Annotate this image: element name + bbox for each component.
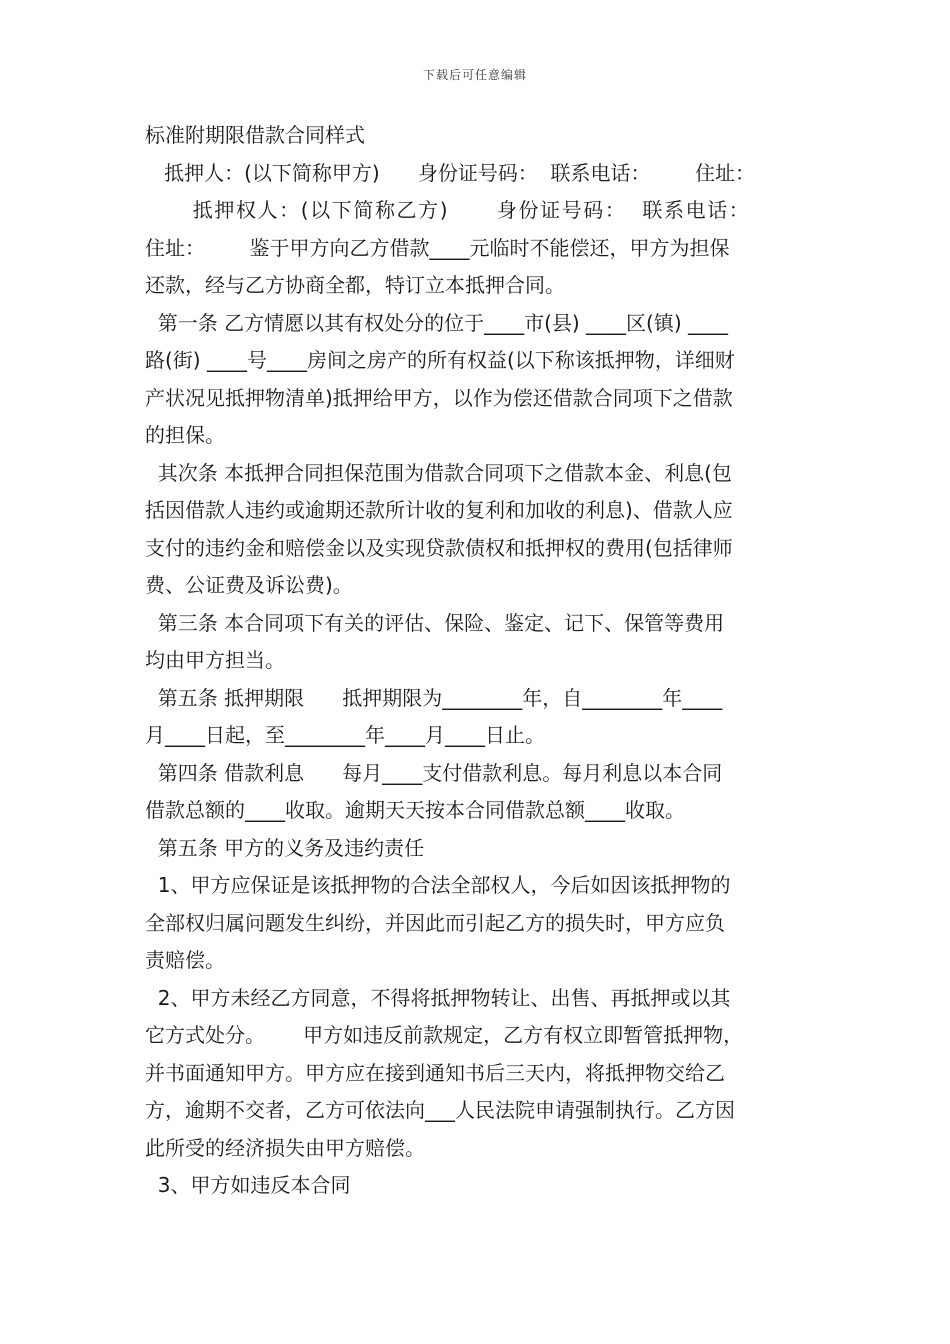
text-line: 的担保。 [145,423,225,447]
article-5-heading: 第五条 甲方的义务及违约责任 [145,835,425,860]
text-line: 路(街) ____号____房间之房产的所有权益(以下称该抵押物，详细财 [145,348,735,372]
text-line: 并书面通知甲方。甲方应在接到通知书后三天内，将抵押物交给乙 [145,1060,725,1085]
text-line: 责赔偿。 [145,948,225,972]
text-line: 产状况见抵押物清单)抵押给甲方，以作为偿还借款合同项下之借款 [145,385,733,410]
article-4-line: 第四条 借款利息 每月____支付借款利息。每月利息以本合同 [145,760,723,785]
text-line: 住址： 鉴于甲方向乙方借款____元临时不能偿还，甲方为担保 [145,235,730,260]
article-2-line: 其次条 本抵押合同担保范围为借款合同项下之借款本金、利息(包 [145,460,732,485]
text-line: 此所受的经济损失由甲方赔偿。 [145,1135,425,1160]
text-line: 它方式处分。 甲方如违反前款规定，乙方有权立即暂管抵押物， [145,1023,744,1047]
header-note: 下载后可任意编辑 [422,68,527,82]
document-title: 标准附期限借款合同样式 [145,123,365,147]
text-line: 支付的违约金和赔偿金以及实现贷款债权和抵押权的费用(包括律师 [145,535,733,560]
article-3-line: 第三条 本合同项下有关的评估、保险、鉴定、记下、保管等费用 [145,610,725,635]
clause-1-line: 1、甲方应保证是该抵押物的合法全部权人，今后如因该抵押物的 [145,873,731,897]
text-line: 还款，经与乙方协商全都，特订立本抵押合同。 [145,273,565,297]
mortgagee-line: 抵押权人：(以下简称乙方) 身份证号码： 联系电话： [145,198,751,222]
text-line: 借款总额的____收取。逾期天天按本合同借款总额____收取。 [145,798,685,822]
article-1-line: 第一条 乙方情愿以其有权处分的位于____市(县) ____区(镇) ____ [145,310,728,335]
mortgagor-line: 抵押人：(以下简称甲方) 身份证号码： 联系电话： 住址： [145,160,756,185]
text-line: 均由甲方担当。 [145,648,285,672]
text-line: 月____日起，至________年____月____日止。 [145,723,545,747]
text-line: 费、公证费及诉讼费)。 [145,573,353,597]
text-line: 括因借款人违约或逾期还款所计收的复利和加收的利息)、借款人应 [145,498,733,522]
clause-2-line: 2、甲方未经乙方同意，不得将抵押物转让、出售、再抵押或以其 [145,985,731,1010]
article-term-line: 第五条 抵押期限 抵押期限为________年，自________年____ [145,685,723,710]
text-line: 方，逾期不交者，乙方可依法向___人民法院申请强制执行。乙方因 [145,1098,735,1122]
clause-3-line: 3、甲方如违反本合同 [145,1173,351,1197]
text-line: 全部权归属问题发生纠纷，并因此而引起乙方的损失时，甲方应负 [145,910,725,935]
contract-body [145,117,825,1205]
